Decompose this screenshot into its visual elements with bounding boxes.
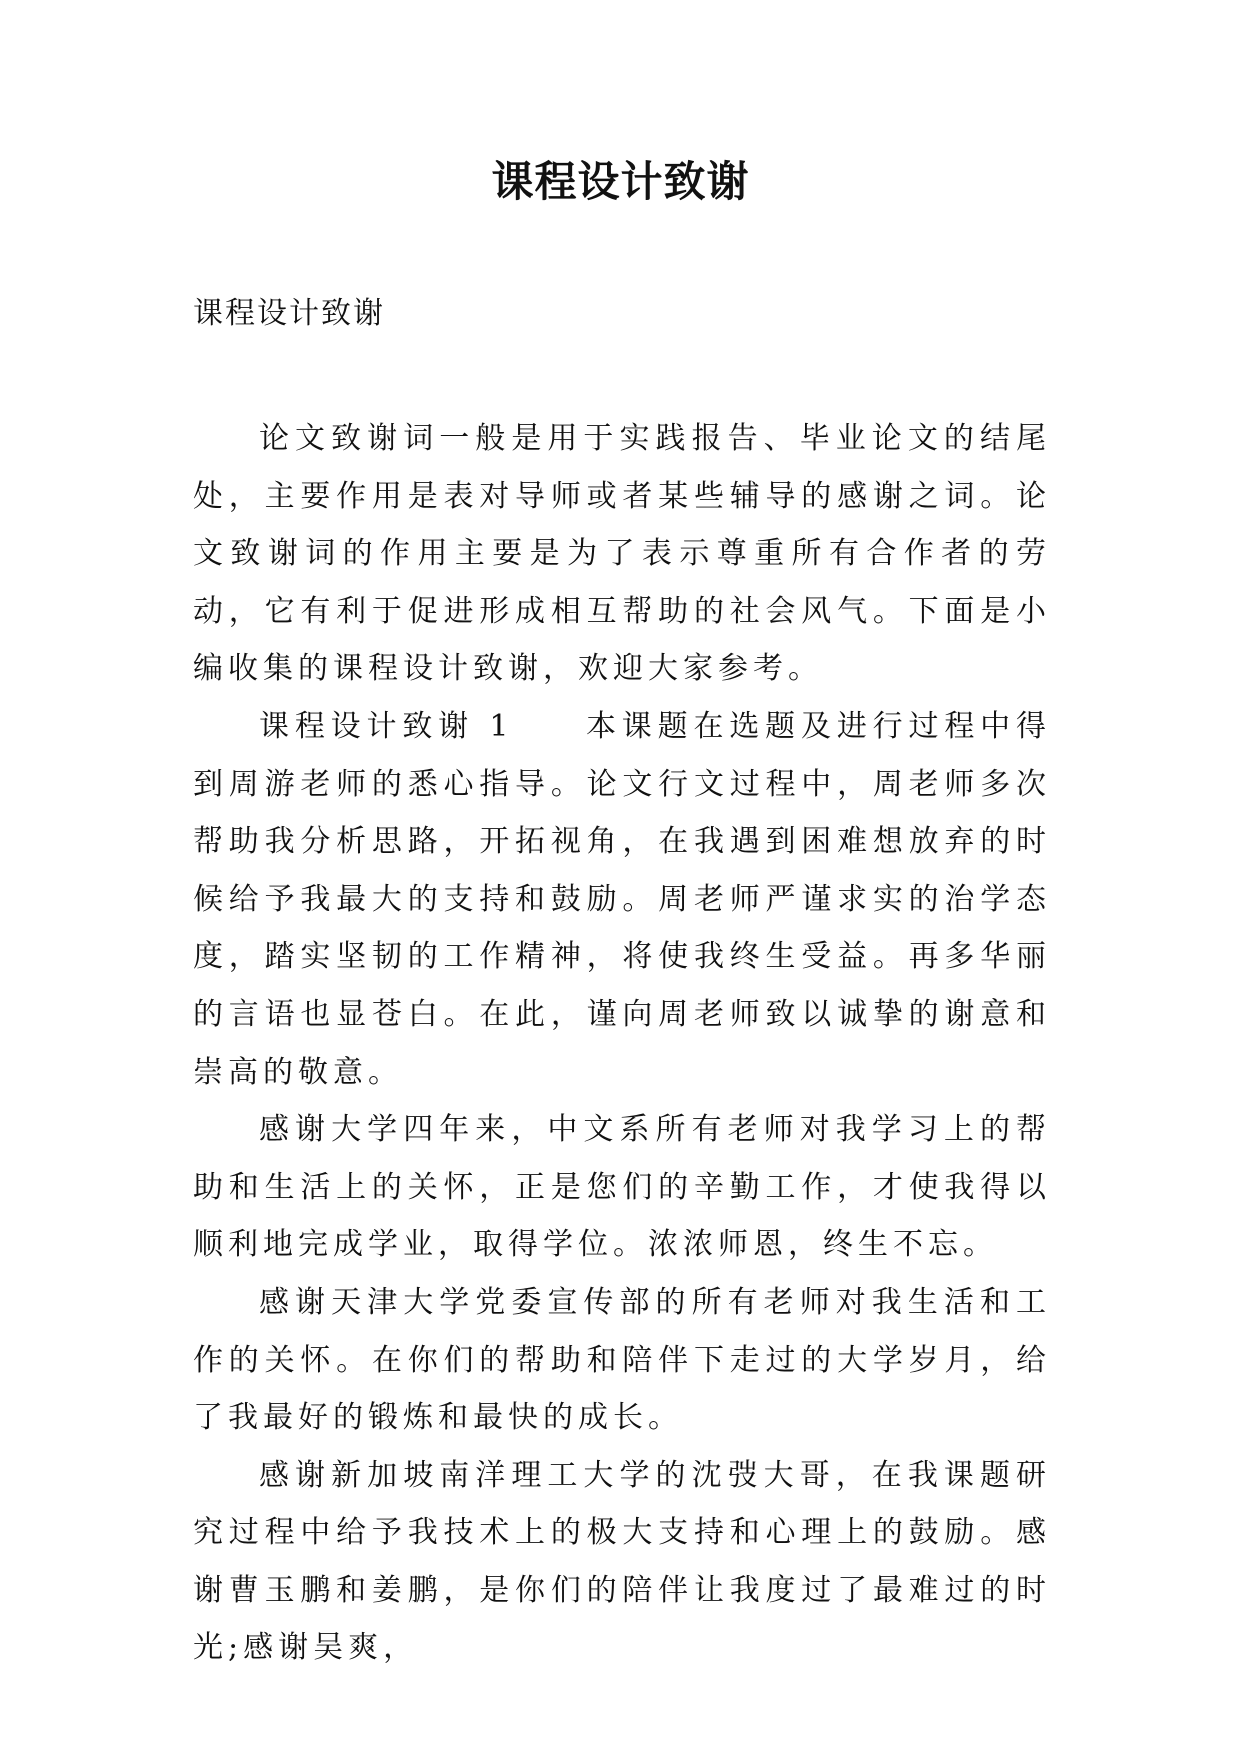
document-body <box>193 410 1051 1677</box>
paragraph-thanks-propaganda-dept: 感谢天津大学党委宣传部的所有老师对我生活和工作的关怀。在你们的帮助和陪伴下走过的大学岁月，给了我最好的锻炼和最快的成长。 <box>193 1284 1051 1436</box>
paragraph-acknowledgement-1: 课程设计致谢 1 本课题在选题及进行过程中得到周游老师的悉心指导。论文行文过程中，周老师多次帮助我分析思路，开拓视角，在我遇到困难想放弃的时候给予我最大的支持和鼓励。周老师严谨求实的治学态度，踏实坚韧的工作精神，将使我终生受益。再多华丽的言语也显苍白。在此，谨向周老师致以诚挚的谢意和崇高的敬意。 <box>193 708 1051 1090</box>
paragraph-thanks-friends: 感谢新加坡南洋理工大学的沈弢大哥，在我课题研究过程中给予我技术上的极大支持和心理上的鼓励。感谢曹玉鹏和姜鹏，是你们的陪伴让我度过了最难过的时光;感谢吴爽， <box>193 1457 1051 1666</box>
document-subtitle: 课程设计致谢 <box>193 296 385 331</box>
paragraph-thanks-faculty: 感谢大学四年来，中文系所有老师对我学习上的帮助和生活上的关怀，正是您们的辛勤工作，才使我得以顺利地完成学业，取得学位。浓浓师恩，终生不忘。 <box>193 1112 1051 1263</box>
document-title: 课程设计致谢 <box>491 157 750 206</box>
paragraph-intro: 论文致谢词一般是用于实践报告、毕业论文的结尾处，主要作用是表对导师或者某些辅导的感谢之词。论文致谢词的作用主要是为了表示尊重所有合作者的劳动，它有利于促进形成相互帮助的社会风气。下面是小编收集的课程设计致谢，欢迎大家参考。 <box>193 421 1051 687</box>
